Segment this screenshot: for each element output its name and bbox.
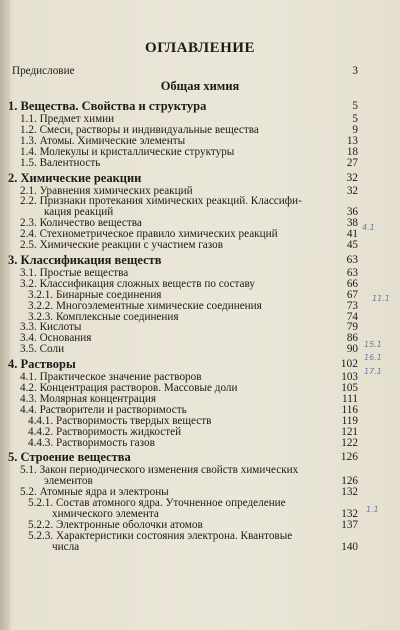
toc-page-number: 79 xyxy=(346,321,358,334)
toc-entry-title: 2.2. Признаки протекания химических реакций. Классифи- xyxy=(20,195,302,208)
toc-page-number: 126 xyxy=(340,451,358,464)
toc-page-number: 63 xyxy=(346,266,358,279)
toc-entry-title: 2.4. Стехиометрическое правило химических реакций xyxy=(20,228,278,241)
toc-entry-title: 5.2.3. Характеристики состояния электрона. Квантовые xyxy=(28,529,293,542)
toc-entry-title: 4.4.3. Растворимость газов xyxy=(28,436,155,449)
toc-entry-title: 5.2.1. Состав атомного ядра. Уточненное определение xyxy=(28,497,286,510)
toc-page-number: 63 xyxy=(346,253,358,266)
toc-entry-title: Предисловие xyxy=(12,65,75,77)
toc-entry-title: 5. Строение вещества xyxy=(8,450,131,465)
toc-page-number: 86 xyxy=(346,332,358,345)
toc-entry-title: 5.2. Атомные ядра и электроны xyxy=(20,486,169,499)
toc-page-number: 121 xyxy=(341,425,358,438)
toc-page-number: 5 xyxy=(352,100,358,112)
toc-page-number: 137 xyxy=(341,518,358,531)
toc-entry-title: 3.2.2. Многоэлементные химические соединения xyxy=(28,299,262,312)
toc-entry-title: 4.1. Практическое значение растворов xyxy=(20,371,202,384)
toc-page-number: 126 xyxy=(341,475,358,488)
toc-entry-title: химического элемента xyxy=(52,508,159,520)
toc-page-number: 74 xyxy=(346,310,358,323)
toc-page-number: 38 xyxy=(346,217,358,230)
toc-entry-title: 1.4. Молекулы и кристаллические структуры xyxy=(20,145,235,158)
handwritten-note: 16.1 xyxy=(364,353,382,362)
toc-entry-title: 1.5. Валентность xyxy=(20,156,101,169)
toc-page-number: 122 xyxy=(341,436,358,449)
toc-entry xyxy=(0,542,400,556)
toc-entry-title: 1.1. Предмет химии xyxy=(20,113,115,125)
toc-page-number: 102 xyxy=(340,358,358,371)
toc-entry-title: 4.4.2. Растворимость жидкостей xyxy=(28,425,182,438)
toc-page-number: 27 xyxy=(346,156,358,169)
toc-page-number: 18 xyxy=(346,145,358,158)
toc-entry-title: 3.3. Кислоты xyxy=(20,321,82,334)
toc-entry-title: 2. Химические реакции xyxy=(8,170,142,185)
toc-page-number: 32 xyxy=(346,171,358,184)
toc-entry-title: 5.2.2. Электронные оболочки атомов xyxy=(28,518,203,531)
toc-entry-title: 2.1. Уравнения химических реакций xyxy=(20,184,193,197)
toc-page-number: 9 xyxy=(352,123,358,136)
toc-entry-title: 5.1. Закон периодического изменения свойств химических xyxy=(20,464,299,477)
toc-entry-title: кация реакций xyxy=(44,206,114,219)
toc-page-number: 73 xyxy=(346,299,358,312)
toc-page-number: 105 xyxy=(341,382,358,394)
toc-entry xyxy=(0,344,400,358)
toc-entry-title: 3.2.1. Бинарные соединения xyxy=(28,288,162,301)
toc-page-number: 103 xyxy=(341,371,358,384)
handwritten-note: 1.1 xyxy=(366,505,379,514)
toc-page-number: 132 xyxy=(341,508,358,520)
toc-page-number: 5 xyxy=(352,113,358,125)
toc-page-number: 132 xyxy=(341,486,358,499)
toc-entry-title: 3.2.3. Комплексные соединения xyxy=(28,310,179,323)
toc-page-number: 119 xyxy=(341,414,358,427)
handwritten-note: 4.1 xyxy=(362,223,375,232)
toc-entry-title: 2.5. Химические реакции с участием газов xyxy=(20,239,224,251)
toc-entry xyxy=(0,158,400,172)
toc-part-heading xyxy=(0,81,400,95)
toc-entry-title: 1.2. Смеси, растворы и индивидуальные вещества xyxy=(20,123,259,136)
toc-page-number: 13 xyxy=(346,134,358,147)
toc-entry-title: 4.4.1. Растворимость твердых веществ xyxy=(28,414,212,427)
toc-page-number: 66 xyxy=(346,277,358,290)
toc-entry-title: 3.1. Простые вещества xyxy=(20,266,129,279)
toc-entry-title: 4.2. Концентрация растворов. Массовые доли xyxy=(20,382,238,394)
toc-page-number: 90 xyxy=(346,343,358,356)
toc-entry-title: 1. Вещества. Свойства и структура xyxy=(8,99,207,113)
toc-page-number: 140 xyxy=(341,540,358,553)
handwritten-note: 17.1 xyxy=(364,367,382,376)
toc-page-number: 41 xyxy=(346,228,358,241)
toc-page-number: 36 xyxy=(346,206,358,219)
handwritten-note: 11.1 xyxy=(372,294,390,303)
toc-entry xyxy=(0,240,400,254)
toc-entry-title: числа xyxy=(52,540,80,553)
toc-page-number: 3 xyxy=(352,65,358,77)
toc-page-number: 111 xyxy=(342,392,358,405)
toc-title: ОГЛАВЛЕНИЕ xyxy=(145,40,255,56)
toc-entry-title: 3. Классификация веществ xyxy=(8,252,162,267)
handwritten-note: 15.1 xyxy=(364,340,382,349)
toc-entry-title: 3.4. Основания xyxy=(20,332,92,345)
toc-entry-title: 2.3. Количество вещества xyxy=(20,217,142,230)
toc-entry-title: элементов xyxy=(44,475,93,488)
toc-page-number: 45 xyxy=(346,239,358,251)
toc-entry-title: 4.4. Растворители и растворимость xyxy=(20,403,187,416)
toc-entry-title: 3.5. Соли xyxy=(20,343,65,356)
toc-page-number: 116 xyxy=(341,403,358,416)
toc-entry-title: 1.3. Атомы. Химические элементы xyxy=(20,134,186,147)
toc-entry-title: 4. Растворы xyxy=(8,357,76,372)
toc-page-number: 32 xyxy=(346,184,358,197)
toc-entry xyxy=(0,438,400,452)
toc-entry-title: 4.3. Молярная концентрация xyxy=(20,392,157,405)
toc-page-number: 67 xyxy=(346,288,358,301)
toc-entry-title: Общая химия xyxy=(160,79,240,93)
toc-entry xyxy=(0,66,400,80)
toc-entry-title: 3.2. Классификация сложных веществ по составу xyxy=(20,277,256,290)
